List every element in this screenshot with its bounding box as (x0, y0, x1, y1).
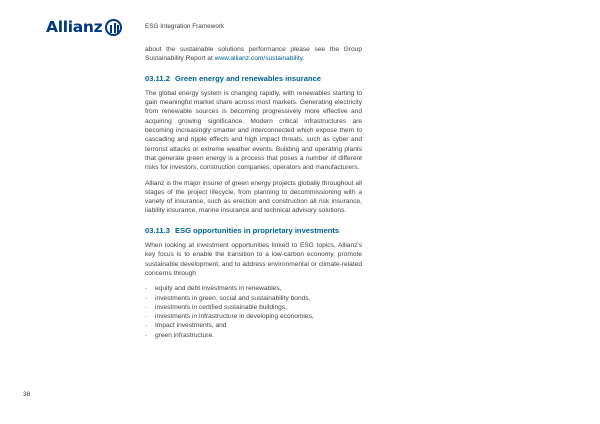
sustainability-link[interactable]: www.allianz.com/sustainability (214, 55, 303, 63)
list-item: - investments in green, social and sustainability bonds, (145, 294, 311, 302)
list-item: - equity and debt investments in renewables, (145, 285, 282, 293)
list-item: - investments in infrastructure in developing economies, (145, 313, 314, 321)
section-title: Green energy and renewables insurance (175, 73, 322, 83)
page-content (145, 45, 362, 340)
dash-bullet-icon: - (145, 313, 148, 321)
body-paragraph: Allianz is the major insurer of green energy projects globally throughout all stages of the project lifecycle, from planning to decommissioning with a variety of insurance, such as erection and construction all risk insurance, liability insurance, marine insurance and technical advisory solutions. (145, 179, 362, 215)
section-heading-green-energy (145, 74, 362, 83)
list-item: - investments in certified sustainable buildings, (145, 303, 287, 311)
page-number: 38 (23, 391, 31, 398)
dash-bullet-icon: - (145, 331, 148, 339)
intro-paragraph: about the sustainable solutions performance please see the Group Sustainability Report at www.allianz.com/sustainability. (145, 46, 362, 63)
section-heading-esg-opportunities (145, 226, 362, 235)
dash-bullet-icon: - (145, 285, 148, 293)
section-title: ESG opportunities in proprietary investments (175, 225, 340, 235)
allianz-eagle-icon (105, 19, 122, 36)
list-item: - green infrastructure. (145, 331, 215, 339)
body-paragraph: The global energy system is changing rapidly, with renewables starting to gain meaningful market share across most markets. Generating electricity from renewable sources is becoming progressively more effective and acquiring growing significance. Modern critical infrastructures are becoming increasingly smarter and interconnected which expose them to cascading and ripple effects and high impact threats, such as cyber and terrorist attacks or extreme weather events. Building and operating plants that generate green energy is a process that poses a number of different risks for investors, construction companies, operators and manufacturers. (145, 89, 362, 172)
dash-bullet-icon: - (145, 322, 148, 330)
investment-list (145, 284, 362, 340)
logo-wordmark: Allianz (46, 18, 103, 36)
body-paragraph: When looking at investment opportunities linked to ESG topics, Allianz's key focus is to enable the transition to a low-carbon economy, promote sustainable development, and to address environmental or climate-related concerns through (145, 242, 362, 277)
list-item: - Impact investments, and (145, 322, 227, 330)
dash-bullet-icon: - (145, 303, 148, 311)
section-number: 03.11.2 (145, 73, 170, 83)
allianz-logo (46, 18, 122, 36)
running-header: ESG Integration Framework (145, 23, 225, 30)
section-number: 03.11.3 (145, 225, 170, 235)
dash-bullet-icon: - (145, 294, 148, 302)
